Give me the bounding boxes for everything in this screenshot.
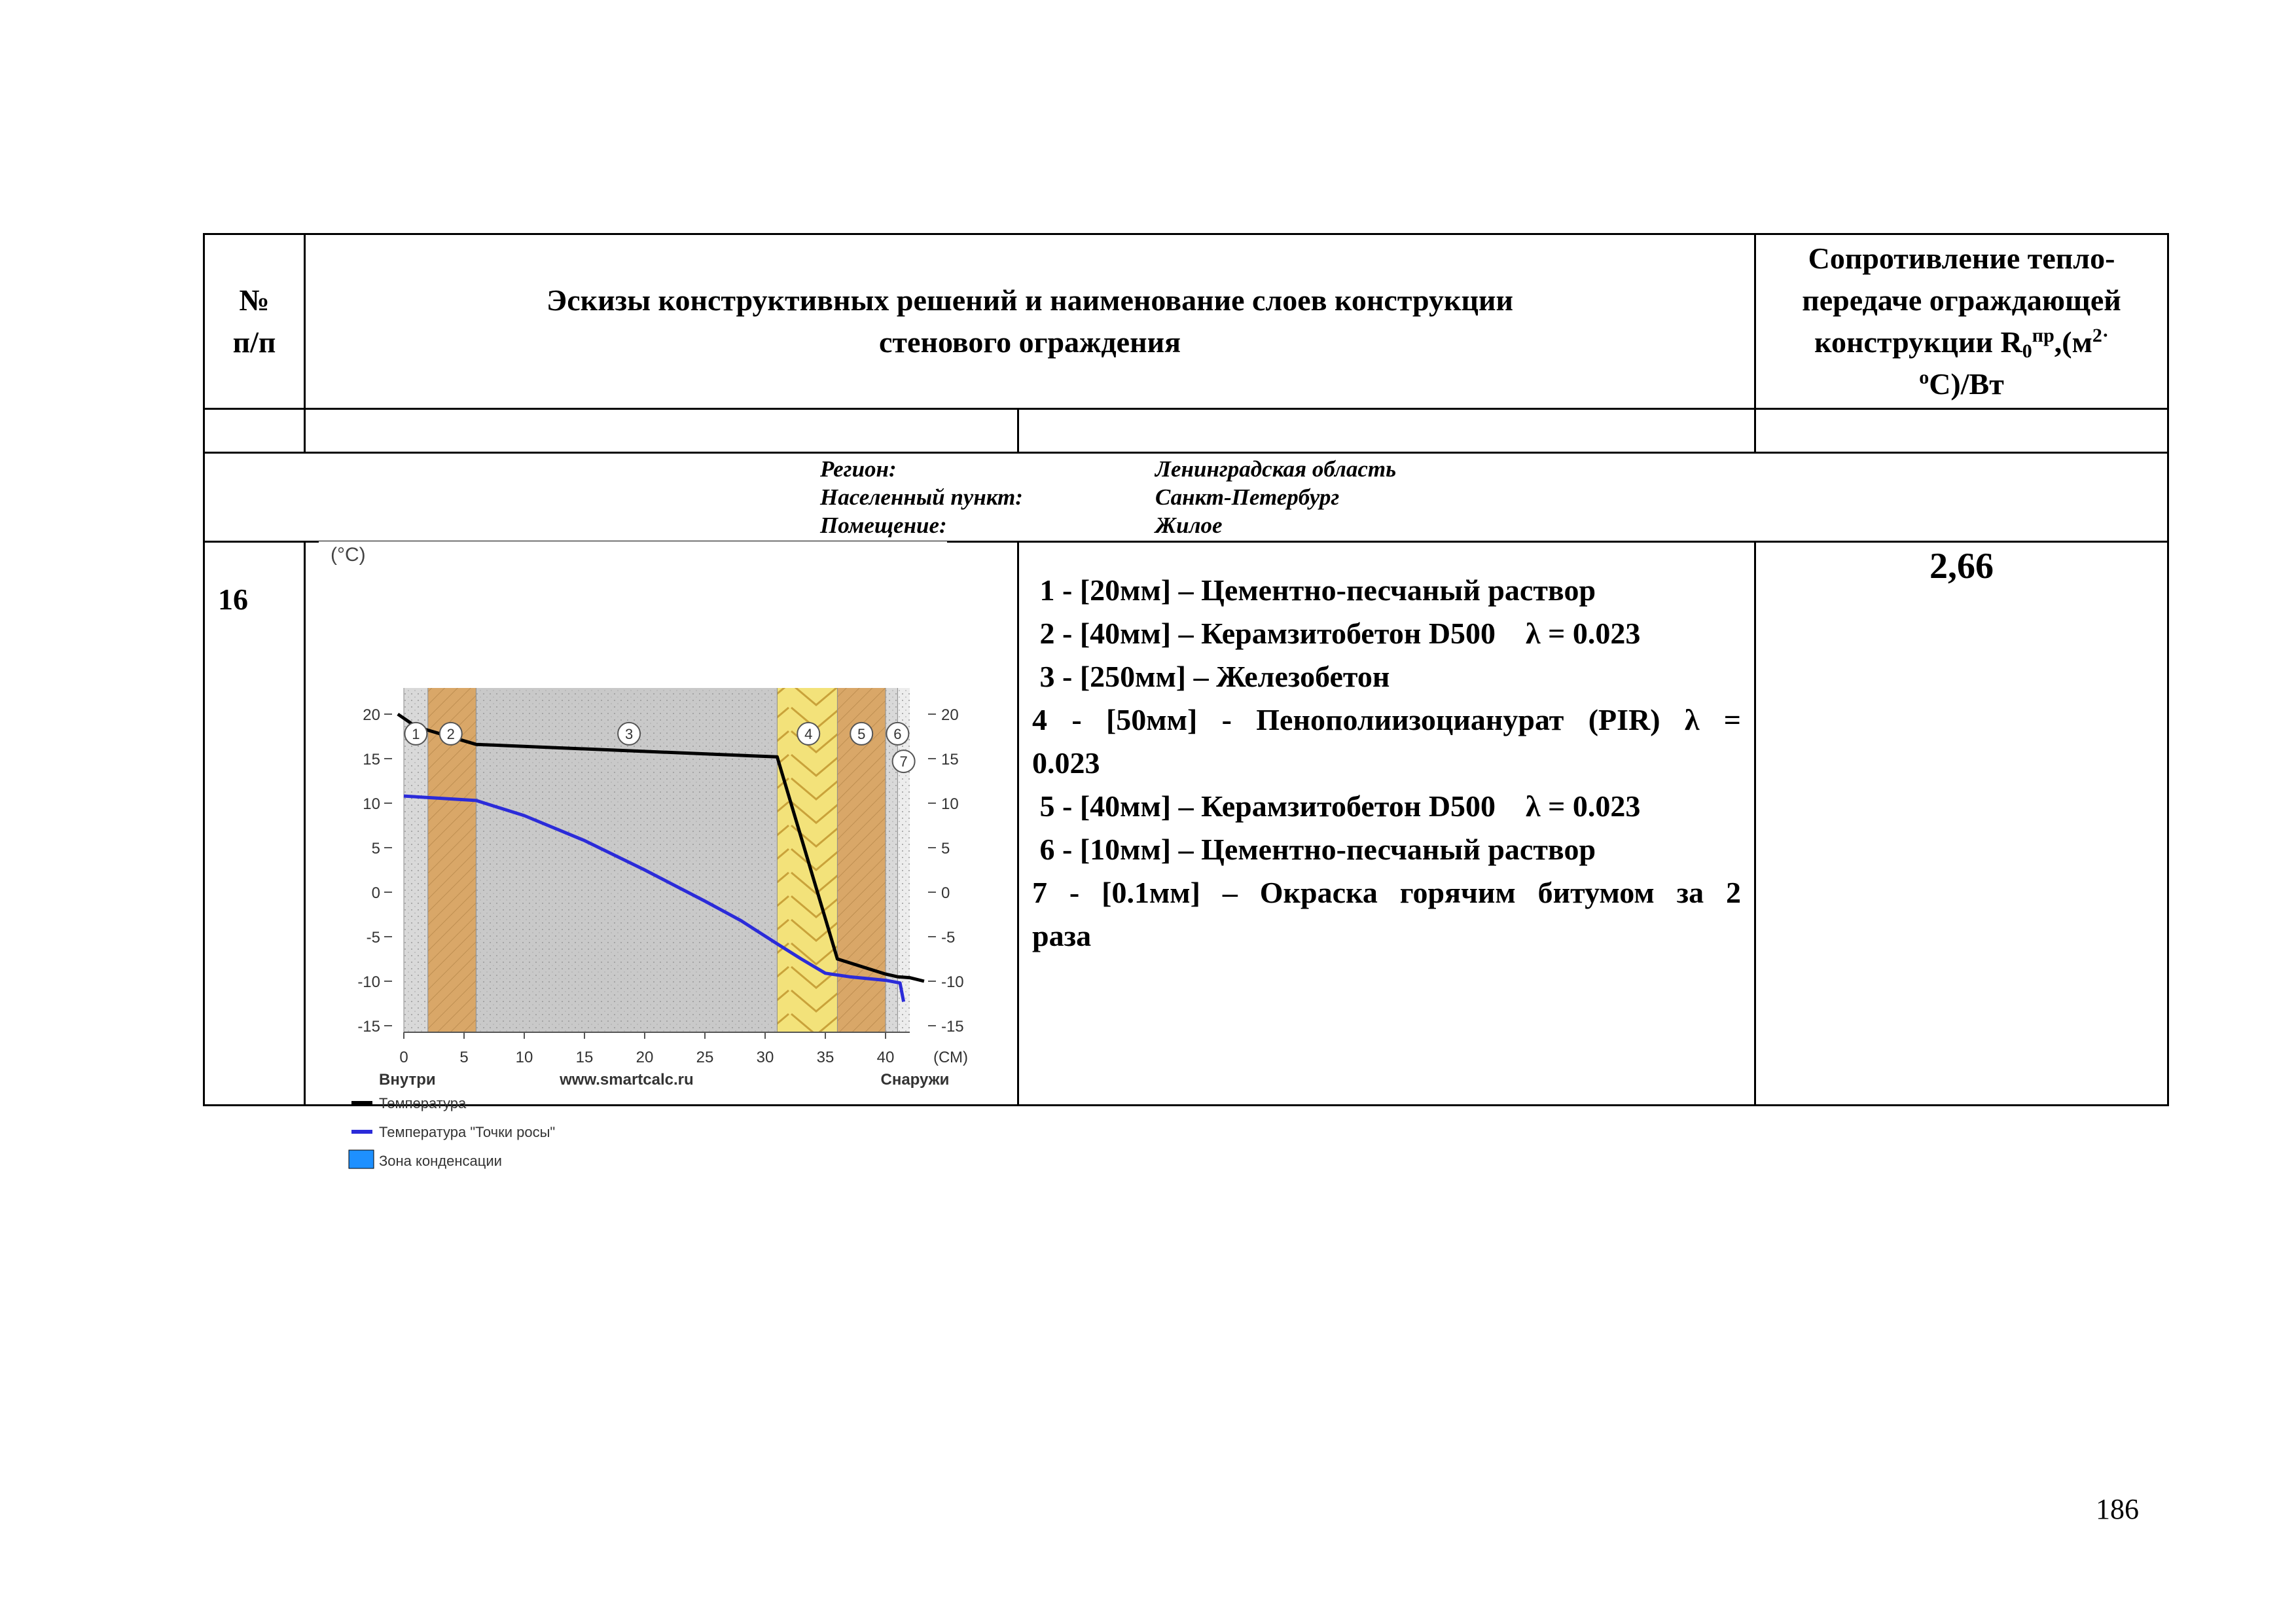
- header-row: [204, 234, 2168, 409]
- layer-text-4-cont: 0.023: [1032, 746, 1100, 780]
- layer-bands: [319, 541, 947, 1065]
- layer-item-4: [1032, 698, 1741, 742]
- y-axis-unit: (°C): [331, 544, 366, 566]
- header-res-degree: o: [1919, 367, 1929, 388]
- y-tick-label-right: 20: [941, 706, 959, 724]
- header-res-line1: Сопротивление тепло-: [1808, 242, 2115, 275]
- layer-marker-label-7: 7: [899, 753, 908, 770]
- layer-item-2: [1032, 612, 1741, 655]
- y-tick-label-right: -10: [941, 973, 964, 991]
- legend-label-1: Температура: [379, 1095, 467, 1111]
- y-tick-label-right: -5: [941, 929, 956, 947]
- empty-row: [204, 409, 2168, 453]
- wall-temperature-chart: [319, 541, 969, 1169]
- x-axis-unit: (СМ): [933, 1049, 969, 1066]
- x-tick-label: 0: [399, 1049, 408, 1066]
- x-right-label: Снаружи: [880, 1071, 950, 1089]
- x-center-label: www.smartcalc.ru: [560, 1071, 694, 1089]
- header-res-line4-b: С)/Вт: [1929, 367, 2004, 401]
- layer-marker-label-4: 4: [804, 725, 813, 742]
- info-cell: [204, 453, 2168, 542]
- header-res-line3-a: конструкции R: [1814, 325, 2022, 359]
- layer-text-2: 2 - [40мм] – Керамзитобетон D500 λ = 0.023: [1032, 617, 1641, 650]
- y-tick-label-right: 0: [941, 884, 950, 902]
- x-tick-label: 35: [816, 1049, 834, 1066]
- region-label: Регион:: [820, 456, 897, 482]
- row-number: 16: [204, 542, 305, 1106]
- data-row: [204, 542, 2168, 1106]
- x-left-label: Внутри: [379, 1071, 436, 1089]
- x-tick-label: 25: [696, 1049, 714, 1066]
- y-tick-label-right: 15: [941, 751, 959, 768]
- x-tick-label: 15: [575, 1049, 594, 1066]
- layer-text-7-cont: раза: [1032, 919, 1092, 952]
- y-tick-label-left: -15: [357, 1018, 380, 1036]
- layer-marker-label-1: 1: [412, 725, 420, 742]
- header-title-cell: [305, 234, 1755, 409]
- legend-swatch-3: [349, 1150, 374, 1168]
- layer-item-4-cont: [1032, 742, 1741, 785]
- header-res-line2: передаче ограждающей: [1802, 283, 2121, 317]
- layer-item-3: [1032, 655, 1741, 698]
- place-value: Санкт-Петербург: [1155, 484, 1340, 510]
- layer-text-6: 6 - [10мм] – Цементно-песчаный раствор: [1032, 833, 1596, 866]
- layer-text-4: 4 - [50мм] - Пенополиизоцианурат (PIR) λ =: [1032, 703, 1742, 736]
- header-res-line3: [1814, 325, 2109, 362]
- y-tick-label-right: 5: [941, 840, 950, 857]
- y-tick-label-left: 5: [371, 840, 380, 857]
- y-tick-label-left: 0: [371, 884, 380, 902]
- header-num-pp: п/п: [232, 325, 276, 359]
- chart-cell: [305, 542, 1018, 1169]
- y-tick-label-left: 10: [363, 795, 380, 813]
- legend-label-2: Температура "Точки росы": [379, 1124, 556, 1140]
- room-value: Жилое: [1155, 513, 1223, 538]
- x-tick-label: 10: [515, 1049, 533, 1066]
- document-table: [203, 233, 2169, 1169]
- empty-cell: [1018, 409, 1755, 453]
- y-tick-label-left: -5: [366, 929, 380, 947]
- y-tick-label-left: -10: [357, 973, 380, 991]
- header-number-cell: [204, 234, 305, 409]
- x-tick-label: 20: [636, 1049, 654, 1066]
- layer-item-6: [1032, 828, 1741, 871]
- page-number: 186: [2096, 1493, 2139, 1525]
- info-row: [204, 453, 2168, 542]
- layer-marker-label-2: 2: [446, 725, 455, 742]
- x-tick-label: 5: [459, 1049, 469, 1066]
- resistance-value: 2,66: [1755, 542, 2168, 1106]
- legend-label-3: Зона конденсации: [379, 1153, 502, 1169]
- empty-cell: [1755, 409, 2168, 453]
- header-title-line1: Эскизы конструктивных решений и наименование слоев конструкции: [547, 283, 1513, 317]
- layer-item-5: [1032, 785, 1741, 828]
- region-value: Ленинградская область: [1155, 456, 1397, 482]
- room-label: Помещение:: [820, 513, 947, 538]
- layers-description: [1018, 542, 1755, 1106]
- layer-item-7: [1032, 871, 1741, 914]
- location-info: [820, 455, 1396, 539]
- x-tick-label: 40: [876, 1049, 895, 1066]
- layer-marker-label-3: 3: [624, 725, 634, 742]
- y-tick-label-right: 10: [941, 795, 959, 813]
- header-res-sup: пр: [2032, 325, 2054, 346]
- header-res-sup2: 2·: [2092, 325, 2109, 346]
- empty-cell: [305, 409, 1018, 453]
- header-num-symbol: №: [239, 283, 270, 317]
- y-tick-label-left: 20: [363, 706, 380, 724]
- layer-item-1: [1032, 569, 1741, 612]
- y-tick-label-left: 15: [363, 751, 380, 768]
- header-title-line2: стенового ограждения: [879, 325, 1181, 359]
- header-res-line3-b: ,(м: [2054, 325, 2092, 359]
- empty-cell: [204, 409, 305, 453]
- layer-text-1: 1 - [20мм] – Цементно-песчаный раствор: [1032, 573, 1596, 607]
- layer-marker-label-6: 6: [893, 725, 902, 742]
- place-label: Населенный пункт:: [820, 484, 1023, 510]
- layer-text-5: 5 - [40мм] – Керамзитобетон D500 λ = 0.023: [1032, 789, 1641, 823]
- layer-item-7-cont: [1032, 914, 1741, 958]
- x-tick-label: 30: [756, 1049, 774, 1066]
- layer-text-3: 3 - [250мм] – Железобетон: [1032, 660, 1390, 693]
- layer-text-7: 7 - [0.1мм] – Окраска горячим битумом за 2: [1032, 876, 1742, 909]
- y-tick-label-right: -15: [941, 1018, 964, 1036]
- chart-legend: [349, 1095, 555, 1169]
- layer-marker-label-5: 5: [857, 725, 866, 742]
- header-res-line4: [1919, 367, 2004, 401]
- header-res-sub: 0: [2022, 340, 2032, 362]
- header-resistance-cell: [1755, 234, 2168, 409]
